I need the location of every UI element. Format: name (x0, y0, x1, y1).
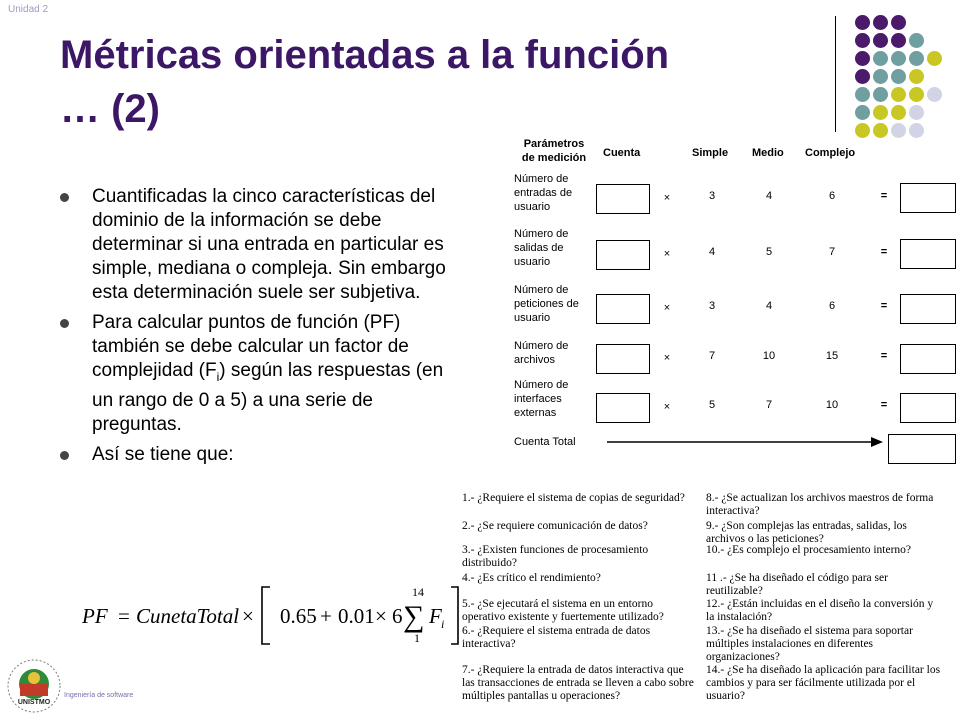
total-arrow (605, 432, 885, 452)
times-sign: × (663, 302, 671, 314)
formula-eq: = (118, 604, 130, 628)
dot (855, 105, 870, 120)
question-left: 7.- ¿Requiere la entrada de datos interactiva que las transacciones de entrada se lleven a cabo sobre múltiples pantallas u operaciones? (462, 664, 694, 702)
dot (873, 69, 888, 84)
medio-value: 4 (765, 300, 773, 312)
formula-var: F (429, 604, 442, 628)
equals-sign: = (880, 300, 888, 312)
simple-value: 3 (708, 190, 716, 202)
bullet-item (58, 443, 458, 467)
dot (891, 87, 906, 102)
total-label: Cuenta Total (514, 436, 576, 448)
sum-sign: ∑ (403, 600, 425, 633)
times-sign: × (663, 248, 671, 260)
complejo-value: 6 (828, 300, 836, 312)
dot (909, 33, 924, 48)
dot (855, 69, 870, 84)
dot (909, 87, 924, 102)
bullet-list (58, 185, 458, 473)
dot (909, 69, 924, 84)
left-bracket (262, 587, 270, 644)
result-box (900, 183, 956, 213)
equals-sign: = (880, 246, 888, 258)
formula-term: CunetaTotal (136, 604, 240, 628)
bullet-dot (60, 451, 69, 460)
complejo-value: 10 (825, 399, 839, 411)
count-input-box (596, 240, 650, 270)
row-label: Número de interfaces externas (514, 379, 569, 419)
dot (891, 51, 906, 66)
result-box (900, 344, 956, 374)
formula-times2: × (375, 604, 387, 628)
dot (873, 87, 888, 102)
times-sign: × (663, 401, 671, 413)
formula-plus: + (320, 604, 332, 628)
dot (855, 123, 870, 138)
question-right: 13.- ¿Se ha diseñado el sistema para soportar múltiples instalaciones en diferentes organizaciones? (706, 625, 913, 663)
bullet-subscript: i (216, 369, 220, 384)
question-right: 9.- ¿Son complejas las entradas, salidas, los archivos o las peticiones? (706, 520, 907, 545)
title-line-1: Métricas orientadas a la función (60, 33, 670, 77)
count-input-box (596, 393, 650, 423)
count-input-box (596, 184, 650, 214)
dot (891, 69, 906, 84)
count-input-box (596, 294, 650, 324)
bullet-item (58, 185, 458, 305)
complejo-value: 15 (825, 350, 839, 362)
row-label: Número de entradas de usuario (514, 173, 573, 213)
formula-const1: 0.65 (280, 604, 317, 628)
dot (873, 105, 888, 120)
result-box (900, 239, 956, 269)
formula-times: × (242, 604, 254, 628)
footer-course: Ingeniería de software (64, 692, 134, 699)
dot (891, 105, 906, 120)
question-right: 10.- ¿Es complejo el procesamiento interno? (706, 544, 912, 556)
bullet-dot (60, 319, 69, 328)
dot (927, 51, 942, 66)
question-right: 14.- ¿Se ha diseñado la aplicación para facilitar los cambios y para ser fácilmente utilizada por el usuario? (706, 664, 941, 702)
formula-six: 6 (392, 604, 403, 628)
sum-bottom: 1 (414, 631, 420, 645)
equals-sign: = (880, 399, 888, 411)
dot (873, 33, 888, 48)
formula-lhs: PF (82, 604, 108, 628)
header-simple: Simple (692, 147, 729, 159)
medio-value: 4 (765, 190, 773, 202)
question-left: 1.- ¿Requiere el sistema de copias de seguridad? (462, 492, 685, 504)
times-sign: × (663, 352, 671, 364)
row-label: Número de peticiones de usuario (514, 284, 579, 324)
unistmo-logo (6, 656, 62, 716)
slide-title (60, 28, 800, 136)
dot (855, 87, 870, 102)
dot (873, 51, 888, 66)
simple-value: 3 (708, 300, 716, 312)
question-right: 11 .- ¿Se ha diseñado el código para ser reutilizable? (706, 572, 888, 597)
right-bracket (451, 587, 458, 644)
header-complejo: Complejo (805, 147, 856, 159)
times-sign: × (663, 192, 671, 204)
question-left: 3.- ¿Existen funciones de procesamiento distribuido? (462, 544, 649, 569)
header-param: Parámetros de medición (521, 138, 587, 164)
question-left: 2.- ¿Se requiere comunicación de datos? (462, 520, 648, 532)
complejo-value: 7 (828, 246, 836, 258)
question-right: 8.- ¿Se actualizan los archivos maestros de forma interactiva? (706, 492, 934, 517)
header-cuenta: Cuenta (603, 147, 641, 159)
formula-const2: 0.01 (338, 604, 375, 628)
complejo-value: 6 (828, 190, 836, 202)
bullet-dot (60, 193, 69, 202)
divider-line (835, 16, 836, 132)
simple-value: 5 (708, 399, 716, 411)
equals-sign: = (880, 190, 888, 202)
dot (891, 15, 906, 30)
total-result-box (888, 434, 956, 464)
dot (909, 123, 924, 138)
pf-formula (80, 580, 450, 650)
logo-text: UNISTMO (17, 699, 51, 706)
right-bracket-svg (450, 580, 460, 650)
dot (873, 15, 888, 30)
sum-top: 14 (412, 585, 424, 599)
question-left: 6.- ¿Requiere el sistema entrada de datos interactiva? (462, 625, 651, 650)
medio-value: 7 (765, 399, 773, 411)
dot (909, 105, 924, 120)
question-left: 5.- ¿Se ejecutará el sistema en un entorno operativo existente y fuertemente utilizado? (462, 598, 664, 623)
count-input-box (596, 344, 650, 374)
medio-value: 10 (762, 350, 776, 362)
question-right: 12.- ¿Están incluidas en el diseño la conversión y la instalación? (706, 598, 934, 623)
bullet-text: Cuantificadas la cinco características del dominio de la información se debe determinar si una entrada en particular es simple, mediana o compleja. Sin embargo esta determinación suele ser subjetiva. (92, 186, 446, 303)
row-label: Número de archivos (514, 340, 569, 366)
title-line-2: … (2) (60, 87, 160, 131)
formula-var-sub: i (441, 617, 445, 631)
result-box (900, 393, 956, 423)
question-left: 4.- ¿Es crítico el rendimiento? (462, 572, 601, 584)
equals-sign: = (880, 350, 888, 362)
dot (855, 15, 870, 30)
bullet-text: Así se tiene que: (92, 443, 234, 465)
result-box (900, 294, 956, 324)
bullet-text: Para calcular puntos de función (PF) también se debe calcular un factor de complejidad (F (92, 312, 409, 381)
dot (891, 33, 906, 48)
unit-label: Unidad 2 (8, 4, 49, 15)
dot (891, 123, 906, 138)
simple-value: 4 (708, 246, 716, 258)
dot (855, 33, 870, 48)
row-label: Número de salidas de usuario (514, 228, 569, 268)
dot (909, 51, 924, 66)
header-medio: Medio (752, 147, 784, 159)
medio-value: 5 (765, 246, 773, 258)
dot (927, 87, 942, 102)
dot (873, 123, 888, 138)
simple-value: 7 (708, 350, 716, 362)
dot (855, 51, 870, 66)
bullet-item (58, 311, 458, 437)
bullet-text-rest: ) según las respuestas (en un rango de 0 a 5) a una serie de preguntas. (92, 360, 444, 435)
